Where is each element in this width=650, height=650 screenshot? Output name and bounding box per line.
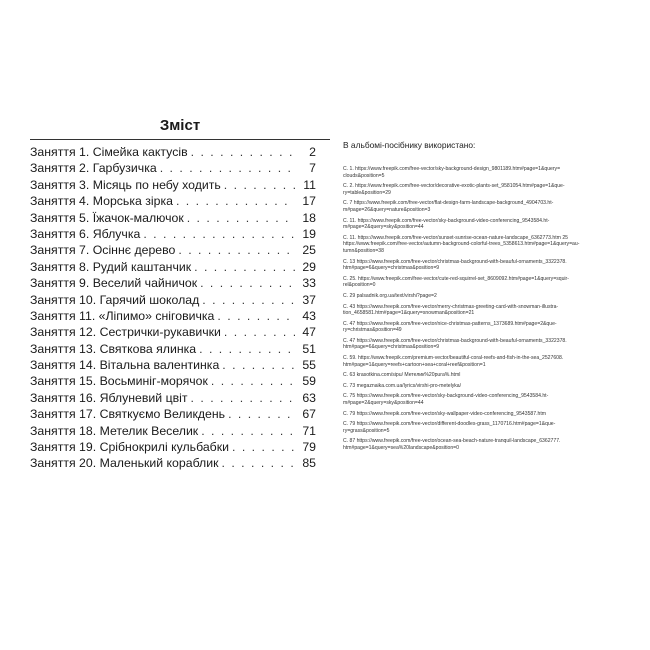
toc-entry-label: Заняття 16. Яблуневий цвіт bbox=[30, 390, 188, 405]
toc-entry[interactable] bbox=[30, 275, 330, 291]
reference-line: htm#page=1&query=sea%20landscape&position=0 bbox=[343, 445, 459, 451]
toc-entry[interactable] bbox=[30, 423, 330, 439]
toc-entry-label: Заняття 4. Морська зірка bbox=[30, 194, 173, 209]
toc-entry[interactable] bbox=[30, 357, 330, 373]
toc-entry-page: 11 bbox=[303, 177, 316, 192]
reference-item bbox=[343, 276, 633, 289]
toc-entry-page: 85 bbox=[302, 456, 316, 471]
references-list bbox=[343, 166, 633, 452]
toc-entry[interactable] bbox=[30, 259, 330, 275]
reference-line: htm#page=6&query=christmas&position=9 bbox=[343, 265, 440, 272]
toc-entry-label: Заняття 6. Яблучка bbox=[30, 226, 141, 241]
toc-entry-page: 59 bbox=[302, 374, 316, 389]
reference-line: m#page=26&query=nature&position=3 bbox=[343, 206, 431, 213]
toc-entry[interactable] bbox=[30, 210, 330, 226]
references-heading: В альбомі-посібнику використано: bbox=[343, 140, 476, 150]
toc-entry-page: 29 bbox=[302, 259, 316, 274]
toc-dot-leader bbox=[201, 423, 295, 439]
reference-item bbox=[343, 393, 633, 406]
toc-entry-page: 17 bbox=[302, 194, 316, 209]
toc-entry-page: 71 bbox=[302, 423, 316, 438]
toc-entry-label: Заняття 7. Осіннє дерево bbox=[30, 243, 176, 258]
toc-entry-label: Заняття 11. «Ліпимо» сніговичка bbox=[30, 308, 215, 323]
reference-item bbox=[343, 438, 633, 451]
reference-item bbox=[343, 166, 633, 179]
reference-line: С. 47 https://www.freepik.com/free-vector/nice-christmas-patterns_1373689.htm#page=2&que- bbox=[343, 320, 557, 327]
reference-item bbox=[343, 293, 633, 300]
reference-line: ry=table&position=29 bbox=[343, 189, 391, 196]
toc-entry-label: Заняття 19. Срібнокрилі кульбабки bbox=[30, 440, 229, 455]
reference-line: clouds&position=5 bbox=[343, 172, 385, 179]
toc-entry-label: Заняття 20. Маленький кораблик bbox=[30, 456, 219, 471]
toc-divider bbox=[30, 139, 330, 140]
reference-item bbox=[343, 383, 633, 390]
toc-dot-leader bbox=[217, 308, 295, 324]
toc-entry[interactable] bbox=[30, 160, 330, 176]
toc-entry-label: Заняття 13. Святкова ялинка bbox=[30, 341, 197, 356]
reference-item bbox=[343, 411, 633, 418]
toc-entry-label: Заняття 1. Сімейка кактусів bbox=[30, 145, 188, 159]
toc-entry-page: 37 bbox=[302, 292, 316, 307]
toc-entry-page: 2 bbox=[309, 145, 316, 159]
toc-dot-leader bbox=[178, 242, 295, 258]
reference-line: С. 73 megaznaika.com.ua/lyrics/virshi-pro-metelyka/ bbox=[343, 382, 462, 389]
toc-entry[interactable] bbox=[30, 406, 330, 422]
toc-entry-label: Заняття 15. Восьминіг-морячок bbox=[30, 374, 208, 389]
toc-dot-leader bbox=[224, 177, 295, 193]
toc-entry-page: 7 bbox=[309, 161, 316, 176]
reference-line: rel&position=0 bbox=[343, 282, 376, 289]
reference-line: С. 1. https://www.freepik.com/free-vector/sky-background-design_9801189.htm#page=1&query= bbox=[343, 166, 561, 172]
toc-entry-label: Заняття 18. Метелик Веселик bbox=[30, 423, 199, 438]
toc-dot-leader bbox=[228, 406, 295, 422]
reference-item bbox=[343, 304, 633, 317]
reference-item bbox=[343, 200, 633, 213]
reference-item bbox=[343, 321, 633, 334]
reference-line: tumn&position=38 bbox=[343, 247, 384, 254]
toc-dot-leader bbox=[194, 259, 295, 275]
reference-item bbox=[343, 421, 633, 434]
reference-item bbox=[343, 355, 633, 368]
reference-line: С. 87 https://www.freepik.com/free-vector/ocean-sea-beach-nature-tranquil-landscape_6362777. bbox=[343, 438, 561, 445]
reference-line: htm#page=1&query=reefs+cartoon+sea+coral+reef&position=1 bbox=[343, 361, 486, 368]
references-section bbox=[343, 140, 633, 456]
table-of-contents bbox=[30, 117, 330, 472]
toc-entry-page: 51 bbox=[302, 341, 316, 356]
toc-list bbox=[30, 144, 330, 472]
toc-dot-leader bbox=[199, 341, 295, 357]
toc-dot-leader bbox=[176, 193, 295, 209]
toc-dot-leader bbox=[200, 275, 295, 291]
toc-entry-label: Заняття 12. Сестрички-рукавички bbox=[30, 325, 221, 340]
reference-line: С. 43 https://www.freepik.com/free-vector/merry-christmas-greeting-card-with-snowman-illustra- bbox=[343, 303, 559, 310]
toc-entry-label: Заняття 2. Гарбузичка bbox=[30, 161, 157, 176]
toc-entry[interactable] bbox=[30, 439, 330, 455]
toc-entry[interactable] bbox=[30, 308, 330, 324]
reference-line: С. 11. https://www.freepik.com/free-vector/sunset-sunrise-ocean-nature-landscape_6362773.htm 25 bbox=[343, 234, 568, 241]
toc-dot-leader bbox=[191, 390, 295, 406]
toc-dot-leader bbox=[191, 144, 295, 160]
reference-line: ry=christmas&position=49 bbox=[343, 327, 402, 334]
reference-line: С. 79 https://www.freepik.com/free-vector/sky-wallpaper-video-conferencing_9543587.htm bbox=[343, 410, 546, 417]
toc-dot-leader bbox=[211, 373, 295, 389]
toc-entry-page: 47 bbox=[302, 325, 316, 340]
toc-entry-label: Заняття 8. Рудий каштанчик bbox=[30, 259, 192, 274]
toc-entry[interactable] bbox=[30, 292, 330, 308]
toc-entry-page: 63 bbox=[302, 390, 316, 405]
reference-item bbox=[343, 338, 633, 351]
reference-item bbox=[343, 218, 633, 231]
toc-entry-page: 25 bbox=[302, 243, 316, 258]
toc-entry[interactable] bbox=[30, 373, 330, 389]
toc-entry-page: 18 bbox=[302, 210, 316, 225]
toc-dot-leader bbox=[222, 357, 295, 373]
toc-entry[interactable] bbox=[30, 144, 330, 160]
toc-entry[interactable] bbox=[30, 390, 330, 406]
toc-entry-page: 79 bbox=[302, 440, 316, 455]
reference-line: С. 63 krasotkina.com/sipu/ Метелик%20pura%.html bbox=[343, 372, 461, 379]
toc-dot-leader bbox=[224, 324, 295, 340]
reference-line: m#page=2&query=sky&position=44 bbox=[343, 224, 424, 231]
reference-line: tion_4658581.htm#page=1&query=snowman&position=21 bbox=[343, 310, 475, 317]
reference-line: С. 25. https://www.freepik.com/free-vector/cute-red-squirrel-set_8609092.htm#page=1&query=squir- bbox=[343, 275, 569, 282]
toc-entry-label: Заняття 17. Святкуємо Великдень bbox=[30, 407, 226, 422]
reference-item bbox=[343, 183, 633, 196]
reference-line: С. 7 https://www.freepik.com/free-vector/flat-design-farm-landscape-background_4904703.ht- bbox=[343, 200, 554, 207]
toc-entry[interactable] bbox=[30, 341, 330, 357]
toc-entry[interactable] bbox=[30, 242, 330, 258]
toc-entry-label: Заняття 3. Місяць по небу ходить bbox=[30, 177, 221, 192]
toc-entry[interactable] bbox=[30, 455, 330, 471]
toc-entry-label: Заняття 9. Веселий чайничок bbox=[30, 276, 198, 291]
reference-line: С. 13 https://www.freepik.com/free-vector/christmas-background-with-beauful-ornaments_3322378. bbox=[343, 258, 567, 265]
toc-entry-page: 33 bbox=[302, 276, 316, 291]
reference-line: С. 2. https://www.freepik.com/free-vector/decorative-exotic-plants-set_9581054.htm#page=1&que- bbox=[343, 183, 565, 190]
reference-item bbox=[343, 259, 633, 272]
toc-dot-leader bbox=[202, 292, 295, 308]
reference-line: С. 11. https://www.freepik.com/free-vector/sky-background-video-conferencing_9543584.ht- bbox=[343, 217, 550, 224]
toc-dot-leader bbox=[232, 439, 295, 455]
toc-entry[interactable] bbox=[30, 324, 330, 340]
toc-entry-label: Заняття 14. Вітальна валентинка bbox=[30, 358, 220, 373]
toc-entry[interactable] bbox=[30, 226, 330, 242]
reference-line: С. 75 https://www.freepik.com/free-vector/sky-background-video-conferencing_9543584.ht- bbox=[343, 393, 549, 400]
toc-dot-leader bbox=[187, 210, 295, 226]
toc-entry-page: 19 bbox=[302, 226, 316, 241]
toc-dot-leader bbox=[221, 455, 295, 471]
toc-entry-page: 55 bbox=[302, 358, 316, 373]
toc-dot-leader bbox=[160, 160, 295, 176]
toc-title: Зміст bbox=[159, 117, 201, 134]
reference-item bbox=[343, 235, 633, 255]
toc-entry-label: Заняття 10. Гарячий шоколад bbox=[30, 292, 200, 307]
toc-dot-leader bbox=[143, 226, 295, 242]
toc-entry[interactable] bbox=[30, 193, 330, 209]
reference-line: ry=grass&position=5 bbox=[343, 427, 390, 434]
reference-line: С. 47 https://www.freepik.com/free-vector/christmas-background-with-beauful-ornaments_3322378. bbox=[343, 337, 567, 344]
reference-item bbox=[343, 372, 633, 379]
toc-entry-page: 67 bbox=[302, 407, 316, 422]
toc-entry-label: Заняття 5. Їжачок-малючок bbox=[30, 210, 184, 225]
reference-line: С. 59. https://www.freepik.com/premium-vector/beautiful-coral-reefs-and-fish-in-the-sea_2527608. bbox=[343, 355, 564, 362]
reference-line: htm#page=6&query=christmas&position=9 bbox=[343, 344, 440, 351]
reference-line: С. 79 https://www.freepik.com/free-vector/different-doodles-grass_1170716.htm#page=1&que- bbox=[343, 421, 556, 428]
toc-entry[interactable] bbox=[30, 177, 330, 193]
reference-line: https://www.freepik.com/free-vector/autumn-background-colorful-trees_5358613.htm#page=1&query=au- bbox=[343, 241, 580, 248]
toc-entry-page: 43 bbox=[302, 308, 316, 323]
reference-line: m#page=2&query=sky&position=44 bbox=[343, 400, 424, 407]
reference-line: С. 29 palsadnik.org.ua/text/virshi?page=2 bbox=[343, 292, 437, 299]
